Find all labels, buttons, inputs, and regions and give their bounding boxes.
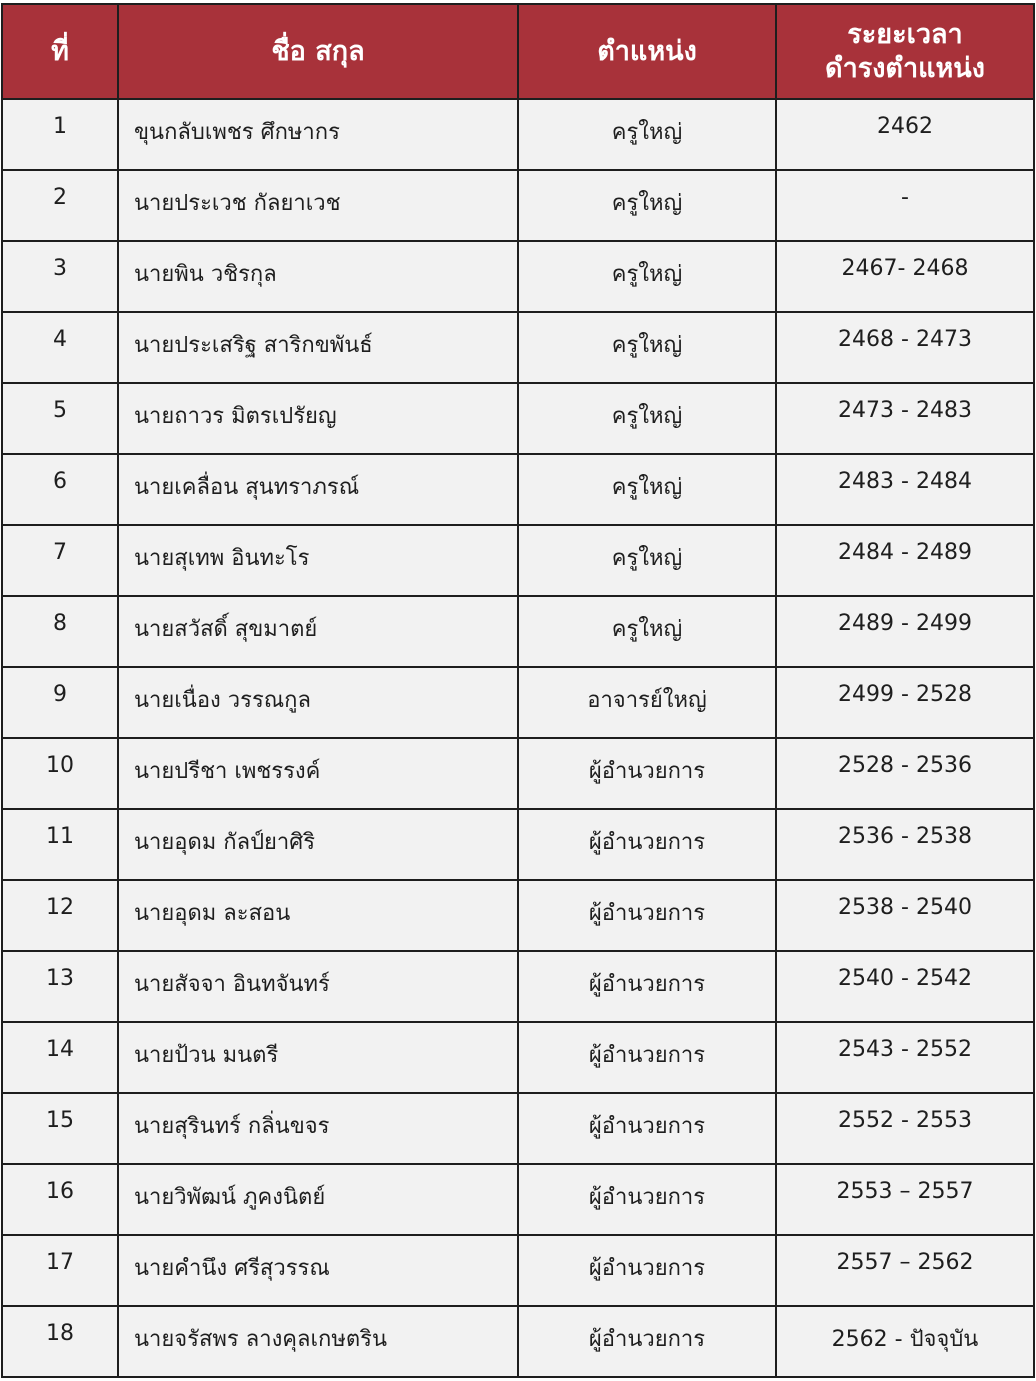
cell-position: ผู้อำนวยการ: [518, 880, 776, 951]
cell-position: ครูใหญ่: [518, 454, 776, 525]
table-row: [2, 170, 1034, 241]
table-row: [2, 738, 1034, 809]
cell-term: 2462: [776, 99, 1034, 170]
cell-name: นายพิน วชิรกุล: [118, 241, 518, 312]
cell-no: 9: [2, 667, 118, 738]
cell-name: นายอุดม กัลป์ยาศิริ: [118, 809, 518, 880]
cell-position: ครูใหญ่: [518, 596, 776, 667]
cell-position: ผู้อำนวยการ: [518, 1093, 776, 1164]
header-name: ชื่อ สกุล: [118, 4, 518, 99]
cell-position: ผู้อำนวยการ: [518, 738, 776, 809]
cell-term: 2484 - 2489: [776, 525, 1034, 596]
table-row: [2, 667, 1034, 738]
table-row: [2, 525, 1034, 596]
cell-no: 10: [2, 738, 118, 809]
cell-name: นายสวัสดิ์ สุขมาตย์: [118, 596, 518, 667]
table-row: [2, 951, 1034, 1022]
cell-position: ผู้อำนวยการ: [518, 809, 776, 880]
cell-name: นายสุเทพ อินทะโร: [118, 525, 518, 596]
cell-no: 16: [2, 1164, 118, 1235]
cell-name: นายคำนึง ศรีสุวรรณ: [118, 1235, 518, 1306]
cell-no: 5: [2, 383, 118, 454]
table-row: [2, 1164, 1034, 1235]
cell-name: นายเนื่อง วรรณกูล: [118, 667, 518, 738]
cell-name: นายวิพัฒน์ ภูคงนิตย์: [118, 1164, 518, 1235]
cell-position: ผู้อำนวยการ: [518, 1306, 776, 1377]
cell-name: นายสุรินทร์ กลิ่นขจร: [118, 1093, 518, 1164]
header-row: [2, 4, 1034, 99]
cell-term: 2499 - 2528: [776, 667, 1034, 738]
cell-name: นายเคลื่อน สุนทราภรณ์: [118, 454, 518, 525]
cell-position: ผู้อำนวยการ: [518, 1164, 776, 1235]
table-row: [2, 454, 1034, 525]
cell-term: 2468 - 2473: [776, 312, 1034, 383]
cell-no: 18: [2, 1306, 118, 1377]
cell-no: 8: [2, 596, 118, 667]
table-row: [2, 383, 1034, 454]
cell-name: นายสัจจา อินทจันทร์: [118, 951, 518, 1022]
cell-name: นายปรีชา เพชรรงค์: [118, 738, 518, 809]
table-row: [2, 809, 1034, 880]
cell-name: นายอุดม ละสอน: [118, 880, 518, 951]
cell-position: ผู้อำนวยการ: [518, 951, 776, 1022]
table-row: [2, 1093, 1034, 1164]
cell-position: ครูใหญ่: [518, 525, 776, 596]
cell-term: 2557 – 2562: [776, 1235, 1034, 1306]
cell-name: ขุนกลับเพชร ศึกษากร: [118, 99, 518, 170]
cell-term: 2543 - 2552: [776, 1022, 1034, 1093]
table-row: [2, 241, 1034, 312]
cell-position: ครูใหญ่: [518, 241, 776, 312]
cell-no: 15: [2, 1093, 118, 1164]
cell-no: 2: [2, 170, 118, 241]
table-row: [2, 880, 1034, 951]
table-row: [2, 99, 1034, 170]
cell-term: 2540 - 2542: [776, 951, 1034, 1022]
cell-no: 17: [2, 1235, 118, 1306]
cell-term: 2528 - 2536: [776, 738, 1034, 809]
cell-term: 2538 - 2540: [776, 880, 1034, 951]
cell-name: นายจรัสพร ลางคุลเกษตริน: [118, 1306, 518, 1377]
header-term: [776, 4, 1034, 99]
cell-no: 12: [2, 880, 118, 951]
cell-term: 2483 - 2484: [776, 454, 1034, 525]
cell-term: 2489 - 2499: [776, 596, 1034, 667]
cell-term: 2552 - 2553: [776, 1093, 1034, 1164]
header-term-line2: ดำรงตำแหน่ง: [825, 52, 985, 84]
header-no: ที่: [2, 4, 118, 99]
cell-term: 2553 – 2557: [776, 1164, 1034, 1235]
table-row: [2, 1022, 1034, 1093]
cell-position: อาจารย์ใหญ่: [518, 667, 776, 738]
cell-position: ครูใหญ่: [518, 312, 776, 383]
cell-no: 14: [2, 1022, 118, 1093]
cell-no: 1: [2, 99, 118, 170]
cell-no: 7: [2, 525, 118, 596]
cell-no: 6: [2, 454, 118, 525]
header-term-line1: ระยะเวลา: [847, 18, 963, 50]
directors-table: [1, 3, 1035, 1378]
cell-name: นายประเวช กัลยาเวช: [118, 170, 518, 241]
cell-name: นายป้วน มนตรี: [118, 1022, 518, 1093]
cell-term: -: [776, 170, 1034, 241]
table-row: [2, 1306, 1034, 1377]
cell-position: ครูใหญ่: [518, 99, 776, 170]
cell-no: 4: [2, 312, 118, 383]
table-row: [2, 596, 1034, 667]
table-row: [2, 1235, 1034, 1306]
header-position: ตำแหน่ง: [518, 4, 776, 99]
cell-no: 13: [2, 951, 118, 1022]
cell-position: ครูใหญ่: [518, 383, 776, 454]
cell-name: นายถาวร มิตรเปรัยญ: [118, 383, 518, 454]
table-row: [2, 312, 1034, 383]
cell-term: 2562 - ปัจจุบัน: [776, 1306, 1034, 1377]
cell-term: 2467- 2468: [776, 241, 1034, 312]
cell-name: นายประเสริฐ สาริกขพันธ์: [118, 312, 518, 383]
cell-position: ผู้อำนวยการ: [518, 1235, 776, 1306]
cell-no: 3: [2, 241, 118, 312]
cell-no: 11: [2, 809, 118, 880]
cell-term: 2536 - 2538: [776, 809, 1034, 880]
cell-position: ครูใหญ่: [518, 170, 776, 241]
cell-term: 2473 - 2483: [776, 383, 1034, 454]
cell-position: ผู้อำนวยการ: [518, 1022, 776, 1093]
